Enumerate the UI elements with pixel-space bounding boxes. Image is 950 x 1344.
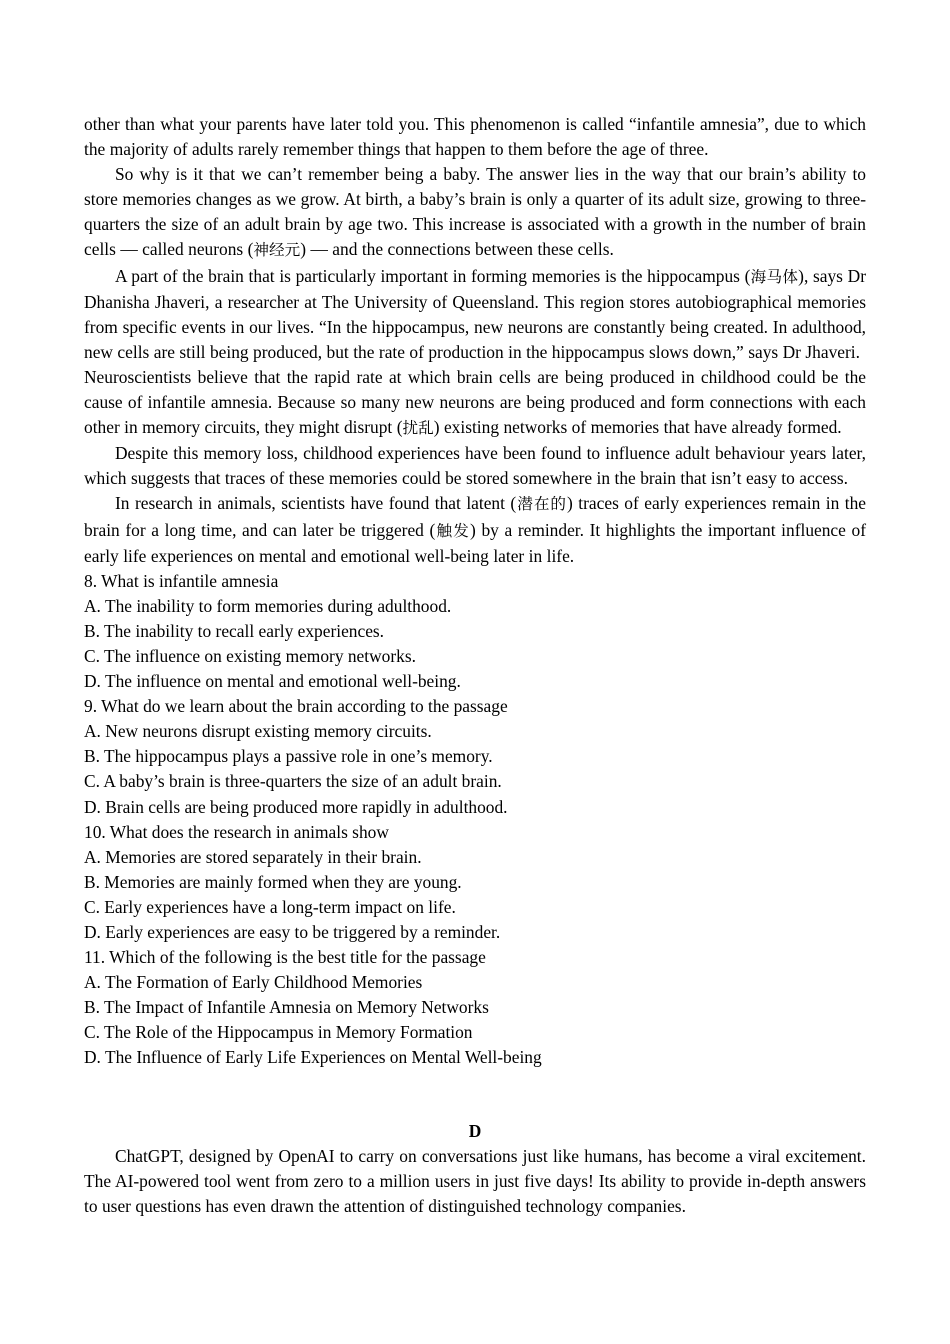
- chinese-gloss: 潜在的: [516, 495, 568, 514]
- question-8-option-b[interactable]: B. The inability to recall early experiences.: [84, 620, 385, 641]
- question-8-option-a[interactable]: A. The inability to form memories during adulthood.: [84, 595, 452, 616]
- section-spacer: [84, 1071, 866, 1096]
- paragraph-memory-loss: Despite this memory loss, childhood experiences have been found to influence adult behaviour years later, which suggests that traces of these memories could be stored somewhere in the brain that isn’t easy to access.: [84, 443, 866, 489]
- question-10-option-d[interactable]: D. Early experiences are easy to be triggered by a reminder.: [84, 922, 501, 942]
- question-stem-9: 9. What do we learn about the brain according to the passage: [84, 696, 508, 717]
- paragraph-animal-research: In research in animals, scientists have found that latent (潜在的) traces of early experiences remain in the brain for a long time, and can later be triggered (触发) by a reminder. It highlights the important influence of early life experiences on mental and emotional well-being later in life.: [84, 493, 866, 566]
- question-11-option-a[interactable]: A. The Formation of Early Childhood Memories: [84, 972, 423, 993]
- question-stem-11: 11. Which of the following is the best title for the passage: [84, 947, 486, 968]
- chinese-gloss: 海马体: [750, 267, 799, 286]
- question-11-option-b[interactable]: B. The Impact of Infantile Amnesia on Memory Networks: [84, 997, 489, 1018]
- question-10-option-b[interactable]: B. Memories are mainly formed when they are young.: [84, 871, 462, 892]
- question-11-option-c[interactable]: C. The Role of the Hippocampus in Memory Formation: [84, 1022, 473, 1043]
- chinese-gloss: 扰乱: [402, 419, 434, 438]
- question-11-option-d[interactable]: D. The Influence of Early Life Experiences on Mental Well-being: [84, 1047, 542, 1068]
- question-10-option-a[interactable]: A. Memories are stored separately in their brain.: [84, 846, 422, 867]
- section-spacer-2: [84, 1096, 866, 1119]
- question-8-option-c[interactable]: C. The influence on existing memory networks.: [84, 645, 416, 666]
- question-stem-10: 10. What does the research in animals show: [84, 821, 389, 842]
- question-9-option-a[interactable]: A. New neurons disrupt existing memory circuits.: [84, 721, 432, 742]
- paragraph-amnesia-intro: other than what your parents have later told you. This phenomenon is called “infantile amnesia”, due to which the majority of adults rarely remember things that happen to them before the age of three.: [84, 114, 866, 160]
- question-8-option-d[interactable]: D. The influence on mental and emotional well-being.: [84, 671, 461, 692]
- chinese-gloss: 神经元: [253, 241, 301, 260]
- page-content: [84, 112, 866, 1219]
- question-9-option-c[interactable]: C. A baby’s brain is three-quarters the size of an adult brain.: [84, 771, 502, 792]
- section-label-d: D: [468, 1120, 482, 1141]
- paragraph-neuroscientists: Neuroscientists believe that the rapid rate at which brain cells are being produced in childhood could be the cause of infantile amnesia. Because so many new neurons are being produced and form connections with each other in memory circuits, they might disrupt (扰乱) existing networks of memories that have already formed.: [84, 366, 866, 438]
- paragraph-brain-growth: So why is it that we can’t remember being a baby. The answer lies in the way that our brain’s ability to store memories changes as we grow. At birth, a baby’s brain is only a quarter of its adult size, growing to three-quarters the size of an adult brain by age two. This increase is associated with a growth in the number of brain cells — called neurons (神经元) — and the connections between these cells.: [84, 164, 866, 260]
- question-10-option-c[interactable]: C. Early experiences have a long-term impact on life.: [84, 896, 456, 917]
- chinese-gloss: 触发: [435, 521, 471, 540]
- question-9-option-d[interactable]: D. Brain cells are being produced more rapidly in adulthood.: [84, 796, 508, 817]
- question-stem-8: 8. What is infantile amnesia: [84, 570, 279, 591]
- paragraph-chatgpt: ChatGPT, designed by OpenAI to carry on conversations just like humans, has become a viral excitement. The AI-powered tool went from zero to a million users in just five days! Its ability to provide in-depth answers to user questions has even drawn the attention of distinguished technology companies.: [84, 1145, 866, 1216]
- paragraph-hippocampus: A part of the brain that is particularly important in forming memories is the hippocampus (海马体), says Dr Dhanisha Jhaveri, a researcher at The University of Queensland. This region stores autobiographical memories from specific events in our lives. “In the hippocampus, new neurons are constantly being created. In adulthood, new cells are still being produced, but the rate of production in the hippocampus slows down,” says Dr Jhaveri.: [84, 265, 866, 362]
- question-9-option-b[interactable]: B. The hippocampus plays a passive role in one’s memory.: [84, 746, 493, 767]
